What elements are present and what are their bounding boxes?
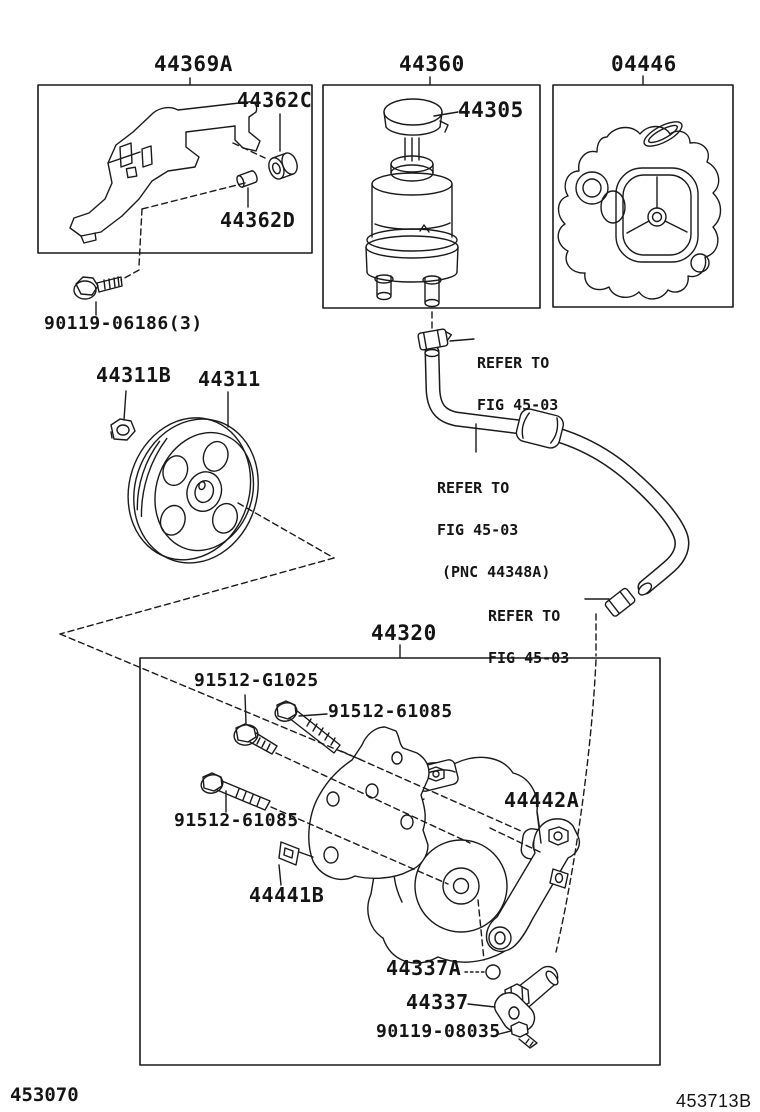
pump-bolts-drawing [199, 700, 340, 810]
refer-note-pnc: (PNC 44348A) [442, 563, 551, 581]
pulley-nut-drawing [111, 419, 135, 440]
refer-note-line: FIG 45-03 [437, 521, 519, 539]
callout-04446: 04446 [611, 52, 677, 76]
refer-note-hose [437, 453, 550, 593]
callout-44337A: 44337A [386, 956, 462, 980]
refer-note-line: REFER TO [488, 607, 561, 625]
gasket-kit-drawing [558, 117, 720, 299]
callout-44337: 44337 [406, 990, 469, 1014]
bushing-drawing [266, 151, 300, 181]
callout-91512-G1025: 91512-G1025 [194, 670, 319, 691]
callout-44362C: 44362C [237, 88, 313, 112]
refer-note-clamp-top [477, 328, 558, 426]
pulley-drawing [110, 401, 277, 579]
callout-44311: 44311 [198, 367, 261, 391]
callout-90119-06186: 90119-06186(3) [44, 313, 203, 334]
callout-44369A: 44369A [154, 52, 233, 76]
hose-clamp-end [604, 587, 636, 617]
callout-44311B: 44311B [96, 363, 172, 387]
callout-44360: 44360 [399, 52, 465, 76]
figure-code-left: 453070 [10, 1084, 79, 1106]
refer-note-line: REFER TO [437, 479, 510, 497]
refer-note-line: REFER TO [477, 354, 550, 372]
callout-44320: 44320 [371, 621, 437, 645]
callout-44442A: 44442A [504, 788, 580, 812]
callout-91512-61085-lower: 91512-61085 [174, 810, 299, 831]
reservoir-drawing [366, 99, 458, 307]
callout-91512-61085-upper: 91512-61085 [328, 701, 453, 722]
figure-code-right: 453713B [676, 1091, 752, 1111]
callout-90119-08035: 90119-08035 [376, 1021, 501, 1042]
pump-bracket-drawing [279, 727, 429, 879]
refer-note-line: FIG 45-03 [488, 649, 570, 667]
bracket-bolt-drawing [74, 277, 122, 299]
pin-drawing [236, 170, 259, 188]
callout-44305: 44305 [458, 98, 524, 122]
callout-44441B: 44441B [249, 883, 325, 907]
refer-note-line: FIG 45-03 [477, 396, 559, 414]
refer-note-clamp-end [488, 581, 569, 679]
oring-drawing [486, 965, 500, 979]
hose-clamp-top [418, 328, 453, 350]
callout-44362D: 44362D [220, 208, 296, 232]
